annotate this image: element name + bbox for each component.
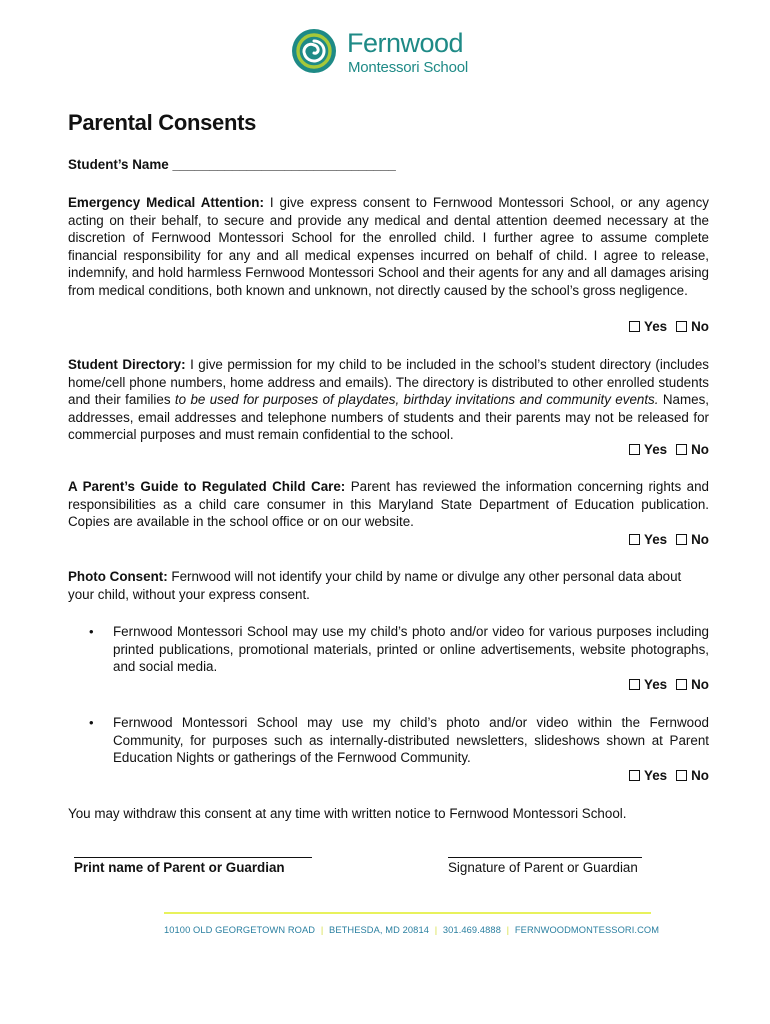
footer-separator: |	[506, 925, 510, 935]
photo-bullet-1: Fernwood Montessori School may use my child’s photo and/or video for various purposes including printed publications, promotional materials, printed or online advertisements, website photographs, and social media.	[113, 624, 709, 675]
emergency-section	[68, 194, 709, 300]
photo-2-yes-checkbox[interactable]	[629, 770, 640, 781]
footer-city: BETHESDA, MD 20814	[329, 925, 429, 935]
directory-no-checkbox[interactable]	[676, 444, 687, 455]
yes-label: Yes	[644, 442, 668, 457]
no-label: No	[691, 768, 709, 783]
yes-label: Yes	[644, 768, 668, 783]
signature-line[interactable]	[448, 857, 642, 858]
no-label: No	[691, 319, 709, 334]
photo-2-yes-no	[629, 768, 709, 783]
guide-section	[68, 478, 709, 531]
footer-contact	[164, 925, 660, 935]
brand-name: Fernwood	[347, 28, 464, 58]
emergency-no-checkbox[interactable]	[676, 321, 687, 332]
no-label: No	[691, 677, 709, 692]
directory-yes-no	[629, 442, 709, 457]
guide-yes-checkbox[interactable]	[629, 534, 640, 545]
photo-1-yes-checkbox[interactable]	[629, 679, 640, 690]
footer-separator: |	[320, 925, 324, 935]
guide-no-checkbox[interactable]	[676, 534, 687, 545]
yes-label: Yes	[644, 319, 668, 334]
print-name-line[interactable]	[74, 857, 312, 858]
footer-divider	[164, 912, 651, 914]
student-name-line[interactable]: ______________________________	[172, 157, 396, 172]
footer-separator: |	[434, 925, 438, 935]
emergency-body: I give express consent to Fernwood Montessori School, or any agency acting on their behalf, to secure and provide any medical and dental attention deemed necessary at the discretion of Fernwood Montessori School for the enrolled child. I further agree to assume complete financial responsibility for any and all medical expenses incurred on behalf of child. I agree to release, indemnify, and hold harmless Fernwood Montessori School and their agents for any and all damages arising from medical conditions, both known and unknown, not directly caused by the school’s gross negligence.	[68, 195, 709, 298]
directory-section	[68, 356, 709, 444]
directory-body-1: I give permission for my child to be included in the school’s student directory (includes home/cell phone numbers, home address and emails). The directory is distributed to other enrolled students and their families	[68, 357, 710, 408]
page-title: Parental Consents	[68, 110, 257, 135]
photo-2-no-checkbox[interactable]	[676, 770, 687, 781]
bullet-icon: •	[89, 715, 94, 730]
yes-label: Yes	[644, 532, 668, 547]
directory-yes-checkbox[interactable]	[629, 444, 640, 455]
photo-1-yes-no	[629, 677, 709, 692]
guide-yes-no	[629, 532, 709, 547]
emergency-yes-checkbox[interactable]	[629, 321, 640, 332]
signature-label: Signature of Parent or Guardian	[448, 860, 638, 875]
footer-website[interactable]: FERNWOODMONTESSORI.COM	[514, 925, 660, 935]
directory-heading: Student Directory:	[68, 357, 186, 372]
bullet-icon: •	[89, 624, 94, 639]
directory-body-italic: to be used for purposes of playdates, birthday invitations and community events.	[174, 392, 659, 408]
directory-body-2: Names, addresses, email addresses and telephone numbers of students and their parents may not be released for commercial purposes and must remain confidential to the school.	[68, 392, 709, 443]
no-label: No	[691, 442, 709, 457]
footer-phone: 301.469.4888	[442, 925, 501, 935]
photo-body: Fernwood will not identify your child by name or divulge any other personal data about your child, without your express consent.	[68, 569, 682, 602]
guide-heading: A Parent’s Guide to Regulated Child Care:	[68, 479, 346, 494]
yes-label: Yes	[644, 677, 668, 692]
guide-body: Parent has reviewed the information concerning rights and responsibilities as a child care consumer in this Maryland State Department of Education publication. Copies are available in the school office or on our website.	[68, 479, 710, 530]
photo-1-no-checkbox[interactable]	[676, 679, 687, 690]
print-name-label: Print name of Parent or Guardian	[74, 860, 285, 875]
withdraw-notice: You may withdraw this consent at any time with written notice to Fernwood Montessori School.	[68, 806, 627, 821]
photo-bullet-2: Fernwood Montessori School may use my child’s photo and/or video within the Fernwood Community, for purposes such as internally-distributed newsletters, slideshows shown at Parent Education Nights or gatherings of the Fernwood Community.	[113, 715, 709, 766]
no-label: No	[691, 532, 709, 547]
spiral-logo-icon	[291, 28, 337, 74]
photo-heading: Photo Consent:	[68, 569, 168, 584]
footer-address: 10100 OLD GEORGETOWN ROAD	[164, 925, 316, 935]
student-name-row	[68, 156, 709, 174]
brand-subtitle: Montessori School	[348, 59, 468, 76]
student-name-label: Student’s Name	[68, 157, 169, 172]
emergency-yes-no	[629, 319, 709, 334]
photo-section	[68, 568, 709, 603]
emergency-heading: Emergency Medical Attention:	[68, 195, 264, 210]
